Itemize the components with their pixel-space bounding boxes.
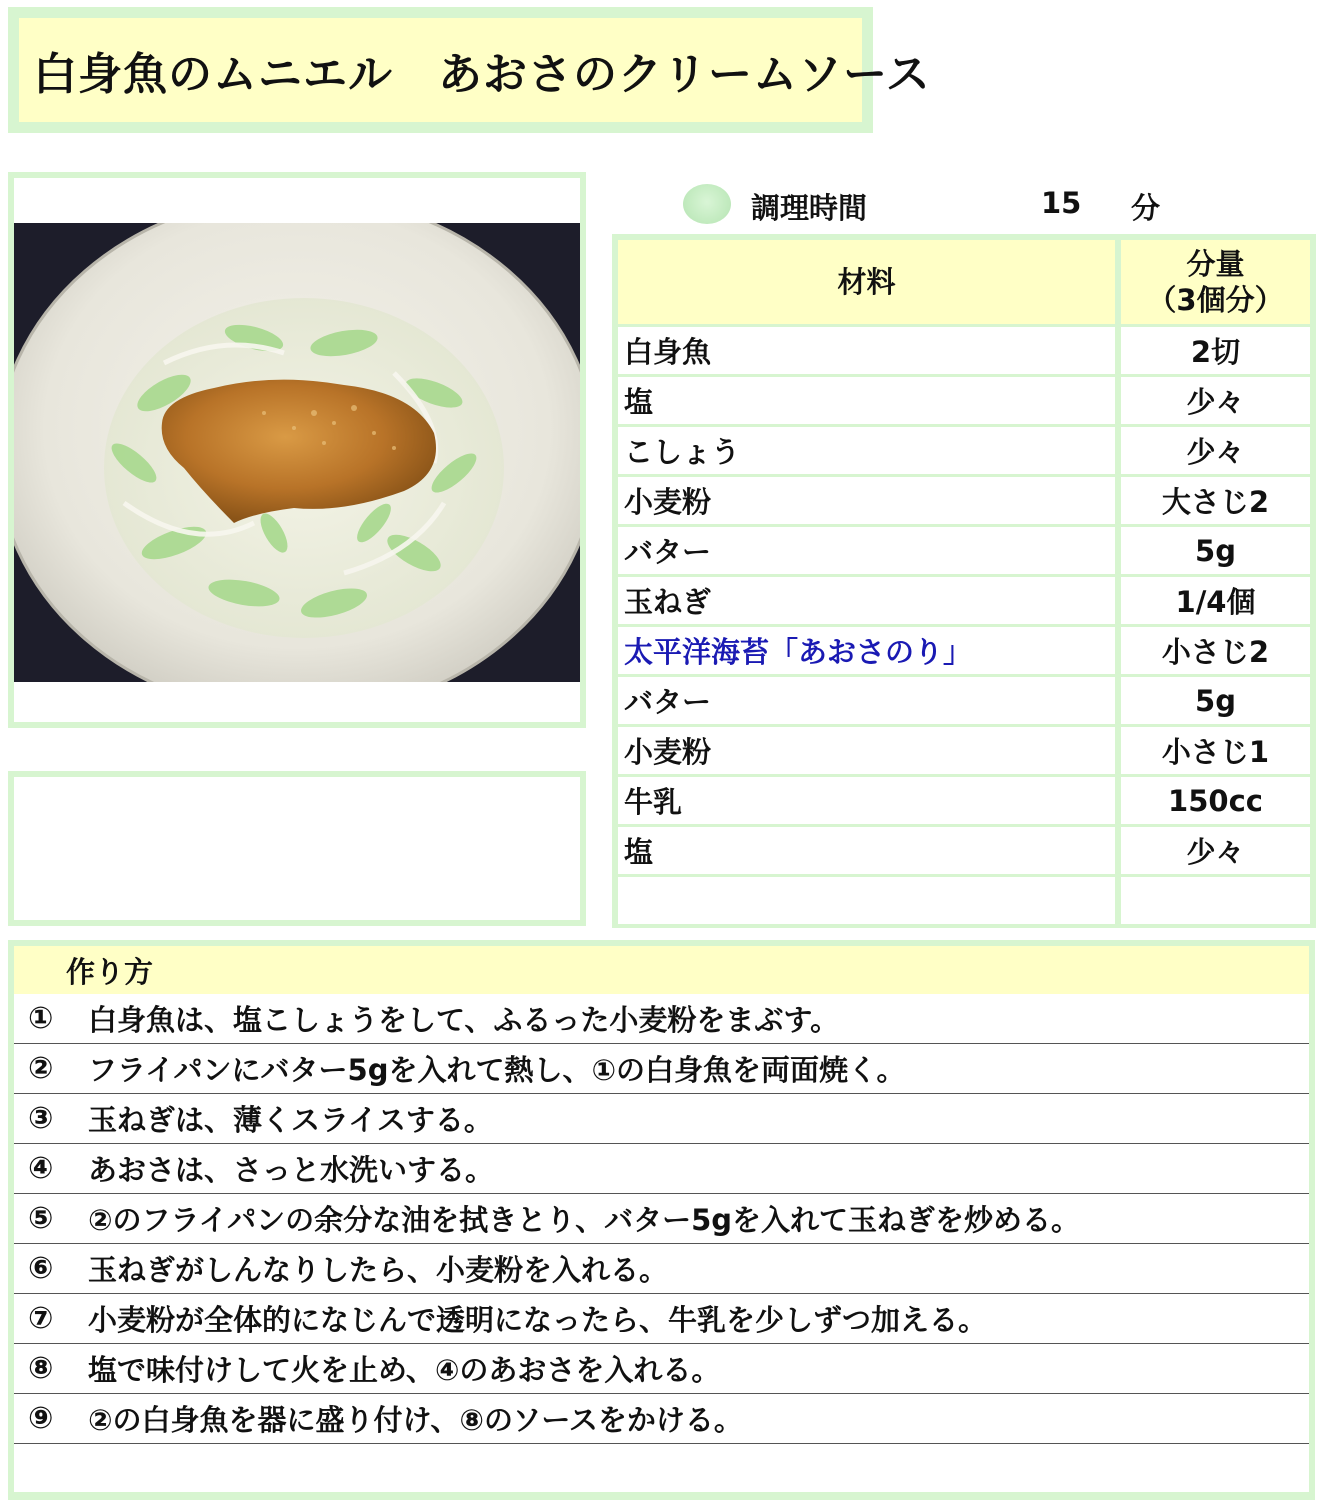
cooking-time — [683, 180, 1313, 224]
method-heading-label: 作り方 — [66, 954, 154, 989]
ingredient-amount: 5g — [1121, 527, 1310, 574]
ingredient-name: 小麦粉 — [618, 727, 1115, 774]
method-heading — [14, 946, 1309, 994]
step-number: ⑦ — [28, 1301, 54, 1336]
photo-frame — [8, 172, 586, 728]
step-number: ⑧ — [28, 1351, 54, 1386]
method-step — [14, 1044, 1309, 1094]
method-step — [14, 1144, 1309, 1194]
ingredient-amount: 1/4個 — [1121, 577, 1310, 624]
dish-illustration — [14, 223, 580, 682]
step-text: ②の白身魚を器に盛り付け、⑧のソースをかける。 — [88, 1403, 743, 1437]
method-step — [14, 1394, 1309, 1444]
ingredient-name — [618, 877, 1115, 924]
ingredient-name: バター — [618, 677, 1115, 724]
ingredient-amount: 大さじ2 — [1121, 477, 1310, 524]
header-amount-servings: （3個分） — [1147, 283, 1284, 317]
method-step — [14, 1294, 1309, 1344]
bullet-circle-icon — [683, 184, 731, 224]
title-box — [8, 7, 931, 133]
step-number: ⑨ — [28, 1401, 54, 1436]
title-inner — [19, 18, 931, 122]
ingredient-name: こしょう — [618, 427, 1115, 474]
cooking-time-value: 15 — [1041, 186, 1082, 220]
method-step — [14, 1244, 1309, 1294]
ingredient-amount: 少々 — [1121, 827, 1310, 874]
step-text: フライパンにバター5gを入れて熱し、①の白身魚を両面焼く。 — [88, 1053, 906, 1087]
method-step — [14, 994, 1309, 1044]
ingredient-name: バター — [618, 527, 1115, 574]
ingredient-amount: 少々 — [1121, 377, 1310, 424]
step-text: 小麦粉が全体的になじんで透明になったら、牛乳を少しずつ加える。 — [88, 1303, 988, 1337]
step-text: ②のフライパンの余分な油を拭きとり、バター5gを入れて玉ねぎを炒める。 — [88, 1203, 1081, 1237]
step-text: 白身魚は、塩こしょうをして、ふるった小麦粉をまぶす。 — [88, 1003, 840, 1037]
step-number: ③ — [28, 1101, 54, 1136]
step-text: 玉ねぎがしんなりしたら、小麦粉を入れる。 — [88, 1253, 669, 1287]
ingredients-grid — [618, 240, 1310, 922]
step-number: ② — [28, 1051, 54, 1086]
method-section — [8, 940, 1315, 1500]
ingredients-table — [612, 234, 1316, 928]
step-number: ⑥ — [28, 1251, 54, 1286]
ingredient-amount: 2切 — [1121, 327, 1310, 374]
step-number: ④ — [28, 1151, 54, 1186]
ingredient-name: 小麦粉 — [618, 477, 1115, 524]
ingredient-amount — [1121, 877, 1310, 924]
recipe-title: 白身魚のムニエル あおさのクリームソース — [33, 49, 931, 100]
ingredient-amount: 少々 — [1121, 427, 1310, 474]
step-number: ⑤ — [28, 1201, 54, 1236]
ingredient-name: 塩 — [618, 377, 1115, 424]
ingredient-name: 白身魚 — [618, 327, 1115, 374]
ingredient-amount: 150cc — [1121, 777, 1310, 824]
ingredient-name: 牛乳 — [618, 777, 1115, 824]
ingredient-amount: 小さじ1 — [1121, 727, 1310, 774]
cooking-time-unit: 分 — [1131, 191, 1161, 225]
method-step — [14, 1194, 1309, 1244]
header-ingredient — [618, 240, 1115, 324]
header-amount — [1121, 240, 1310, 324]
ingredient-name: 太平洋海苔「あおさのり」 — [618, 627, 1115, 674]
step-text: 玉ねぎは、薄くスライスする。 — [88, 1103, 493, 1137]
ingredient-amount: 5g — [1121, 677, 1310, 724]
method-step — [14, 1094, 1309, 1144]
step-text: あおさは、さっと水洗いする。 — [88, 1153, 495, 1187]
ingredient-name: 塩 — [618, 827, 1115, 874]
step-text: 塩で味付けして火を止め、④のあおさを入れる。 — [88, 1353, 721, 1387]
step-number: ① — [28, 1001, 54, 1036]
cooking-time-label: 調理時間 — [751, 191, 868, 225]
header-amount-label: 分量 — [1186, 247, 1245, 281]
ingredient-name: 玉ねぎ — [618, 577, 1115, 624]
method-steps — [14, 994, 1309, 1492]
method-step — [14, 1344, 1309, 1394]
header-ingredient-label: 材料 — [837, 265, 896, 299]
ingredient-amount: 小さじ2 — [1121, 627, 1310, 674]
notes-frame — [8, 771, 586, 926]
dish-photo — [14, 223, 580, 682]
